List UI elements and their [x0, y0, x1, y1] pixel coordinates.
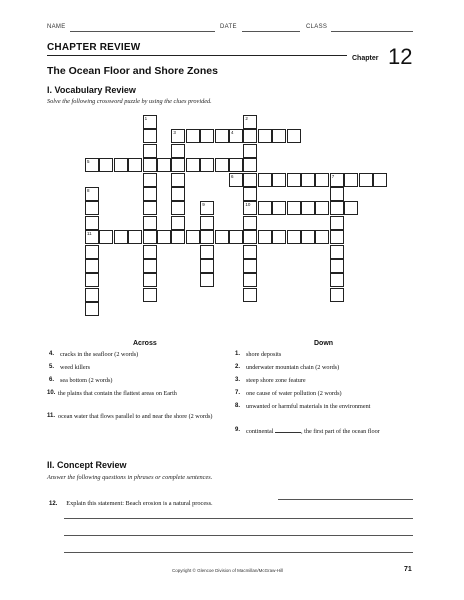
chapter-review-label: CHAPTER REVIEW [47, 42, 141, 53]
crossword-cell[interactable] [143, 144, 157, 158]
crossword-cell[interactable] [272, 173, 286, 187]
crossword-cell[interactable] [200, 129, 214, 143]
crossword-cell[interactable] [301, 201, 315, 215]
crossword-cell[interactable] [85, 230, 99, 244]
crossword-cell[interactable] [171, 129, 185, 143]
crossword-cell[interactable] [287, 201, 301, 215]
crossword-cell[interactable] [330, 216, 344, 230]
crossword-cell[interactable] [359, 173, 373, 187]
crossword-cell[interactable] [143, 187, 157, 201]
crossword-cell[interactable] [85, 288, 99, 302]
crossword-cell[interactable] [215, 158, 229, 172]
clue-number-6: 6 [231, 173, 234, 179]
crossword-cell[interactable] [157, 230, 171, 244]
crossword-cell[interactable] [85, 259, 99, 273]
crossword-cell[interactable] [186, 230, 200, 244]
banner-rule [47, 55, 347, 56]
crossword-cell[interactable] [229, 173, 243, 187]
crossword-cell[interactable] [200, 245, 214, 259]
crossword-cell[interactable] [171, 187, 185, 201]
answer-line-2[interactable] [64, 512, 413, 519]
crossword-cell[interactable] [128, 230, 142, 244]
crossword-cell[interactable] [315, 201, 329, 215]
crossword-cell[interactable] [243, 187, 257, 201]
crossword-cell[interactable] [99, 158, 113, 172]
crossword-cell[interactable] [243, 115, 257, 129]
clue-number-1: 1 [144, 116, 148, 121]
answer-line-3[interactable] [64, 529, 413, 536]
crossword-cell[interactable] [143, 245, 157, 259]
crossword-cell[interactable] [200, 216, 214, 230]
crossword-cell[interactable] [143, 216, 157, 230]
crossword-cell[interactable] [243, 230, 257, 244]
question-12: 12. Explain this statement: Beach erosion is a natural process. [49, 500, 213, 507]
crossword-cell[interactable] [330, 230, 344, 244]
crossword-cell[interactable] [330, 201, 344, 215]
class-label: CLASS [306, 24, 328, 30]
crossword-cell[interactable] [243, 129, 257, 143]
concept-instruction: Answer the following questions in phrases or complete sentences. [47, 474, 213, 481]
crossword-cell[interactable] [258, 129, 272, 143]
crossword-cell[interactable] [128, 158, 142, 172]
crossword-cell[interactable] [215, 129, 229, 143]
page-number: 71 [404, 566, 412, 573]
crossword-cell[interactable] [229, 129, 243, 143]
crossword-cell[interactable] [143, 273, 157, 287]
crossword-cell[interactable] [85, 187, 99, 201]
crossword-cell[interactable] [243, 173, 257, 187]
vocab-heading: I. Vocabulary Review [47, 85, 136, 95]
crossword-cell[interactable] [287, 129, 301, 143]
name-label: NAME [47, 24, 66, 30]
copyright: Copyright © Glencoe Division of Macmillan/McGraw-Hill [172, 568, 284, 573]
crossword-cell[interactable] [85, 302, 99, 316]
down-clue-9: 9. continental , the first part of the ocean floor [235, 427, 380, 435]
crossword-cell[interactable] [143, 259, 157, 273]
crossword-cell[interactable] [243, 273, 257, 287]
crossword-cell[interactable] [258, 230, 272, 244]
clue-number-5: 5 [87, 159, 90, 165]
crossword-cell[interactable] [344, 201, 358, 215]
crossword-cell[interactable] [243, 201, 257, 215]
concept-heading: II. Concept Review [47, 460, 127, 470]
chapter-word: Chapter [352, 55, 379, 62]
crossword-cell[interactable] [143, 288, 157, 302]
clue-blank [275, 427, 301, 433]
crossword-cell[interactable] [272, 201, 286, 215]
crossword-cell[interactable] [243, 216, 257, 230]
clue-number-10: 10 [245, 202, 251, 208]
crossword-cell[interactable] [114, 230, 128, 244]
crossword-cell[interactable] [287, 173, 301, 187]
across-clue-11: 11. ocean water that flows parallel to and near the shore (2 words) [47, 413, 213, 420]
date-field[interactable] [242, 24, 300, 32]
crossword-cell[interactable] [272, 129, 286, 143]
crossword-cell[interactable] [301, 173, 315, 187]
across-clue-4: 4. cracks in the seafloor (2 words) [49, 351, 139, 358]
down-clue-2: 2. underwater mountain chain (2 words) [235, 364, 340, 371]
crossword-cell[interactable] [330, 173, 344, 187]
crossword-cell[interactable] [85, 216, 99, 230]
crossword-cell[interactable] [330, 273, 344, 287]
crossword-cell[interactable] [85, 273, 99, 287]
chapter-number: 12 [388, 44, 413, 69]
crossword-cell[interactable] [315, 230, 329, 244]
down-clue-3: 3. steep shore zone feature [235, 377, 306, 384]
crossword-cell[interactable] [157, 158, 171, 172]
date-label: DATE [220, 24, 237, 30]
clue-number-9: 9 [202, 202, 205, 208]
crossword-cell[interactable] [143, 201, 157, 215]
vocab-instruction: Solve the following crossword puzzle by using the clues provided. [47, 98, 212, 105]
crossword-cell[interactable] [186, 129, 200, 143]
across-clue-10: 10. the plains that contain the flattest areas on Earth [47, 390, 177, 397]
crossword-cell[interactable] [330, 288, 344, 302]
crossword-cell[interactable] [330, 259, 344, 273]
clue-number-3: 3 [173, 130, 176, 136]
page-title: The Ocean Floor and Shore Zones [47, 65, 218, 77]
crossword-cell[interactable] [258, 173, 272, 187]
crossword-cell[interactable] [243, 259, 257, 273]
class-field[interactable] [331, 24, 413, 32]
across-clue-6: 6. sea bottom (2 words) [49, 377, 113, 384]
answer-line-4[interactable] [64, 546, 413, 553]
crossword-cell[interactable] [272, 230, 286, 244]
crossword-cell[interactable] [243, 144, 257, 158]
crossword-cell[interactable] [171, 158, 185, 172]
down-heading: Down [314, 340, 334, 347]
crossword-cell[interactable] [171, 230, 185, 244]
crossword-cell[interactable] [330, 245, 344, 259]
crossword-cell[interactable] [143, 115, 157, 129]
answer-line-1[interactable] [278, 493, 413, 500]
crossword-cell[interactable] [243, 245, 257, 259]
name-field[interactable] [70, 24, 215, 32]
crossword-cell[interactable] [85, 158, 99, 172]
crossword-cell[interactable] [315, 173, 329, 187]
crossword-cell[interactable] [114, 158, 128, 172]
crossword-cell[interactable] [143, 173, 157, 187]
crossword-cell[interactable] [85, 201, 99, 215]
down-clue-1: 1. shore deposits [235, 351, 282, 358]
crossword-cell[interactable] [171, 216, 185, 230]
crossword-cell[interactable] [229, 158, 243, 172]
clue-number-7: 7 [331, 173, 335, 179]
crossword-cell[interactable] [171, 201, 185, 215]
crossword-cell[interactable] [143, 158, 157, 172]
across-clue-5: 5. weed killers [49, 364, 91, 371]
crossword-cell[interactable] [373, 173, 387, 187]
crossword-cell[interactable] [344, 173, 358, 187]
down-clue-7: 7. one cause of water pollution (2 words) [235, 390, 342, 397]
crossword-cell[interactable] [143, 129, 157, 143]
crossword-cell[interactable] [215, 230, 229, 244]
crossword-cell[interactable] [171, 144, 185, 158]
clue-number-2: 2 [245, 116, 248, 121]
crossword-cell[interactable] [186, 158, 200, 172]
crossword-cell[interactable] [200, 273, 214, 287]
clue-number-4: 4 [231, 130, 234, 136]
crossword-cell[interactable] [171, 173, 185, 187]
crossword-cell[interactable] [258, 201, 272, 215]
across-heading: Across [133, 340, 157, 347]
crossword-cell[interactable] [99, 230, 113, 244]
down-clue-8: 8. unwanted or harmful materials in the environment [235, 403, 371, 410]
crossword-cell[interactable] [143, 230, 157, 244]
crossword-cell[interactable] [200, 259, 214, 273]
crossword-cell[interactable] [243, 288, 257, 302]
crossword-cell[interactable] [200, 158, 214, 172]
crossword-cell[interactable] [330, 187, 344, 201]
crossword-cell[interactable] [287, 230, 301, 244]
clue-number-8: 8 [87, 188, 90, 193]
crossword-cell[interactable] [243, 158, 257, 172]
crossword-cell[interactable] [200, 230, 214, 244]
clue-number-11: 11 [87, 231, 92, 237]
crossword-cell[interactable] [200, 201, 214, 215]
crossword-cell[interactable] [85, 245, 99, 259]
crossword-cell[interactable] [229, 230, 243, 244]
crossword-cell[interactable] [301, 230, 315, 244]
